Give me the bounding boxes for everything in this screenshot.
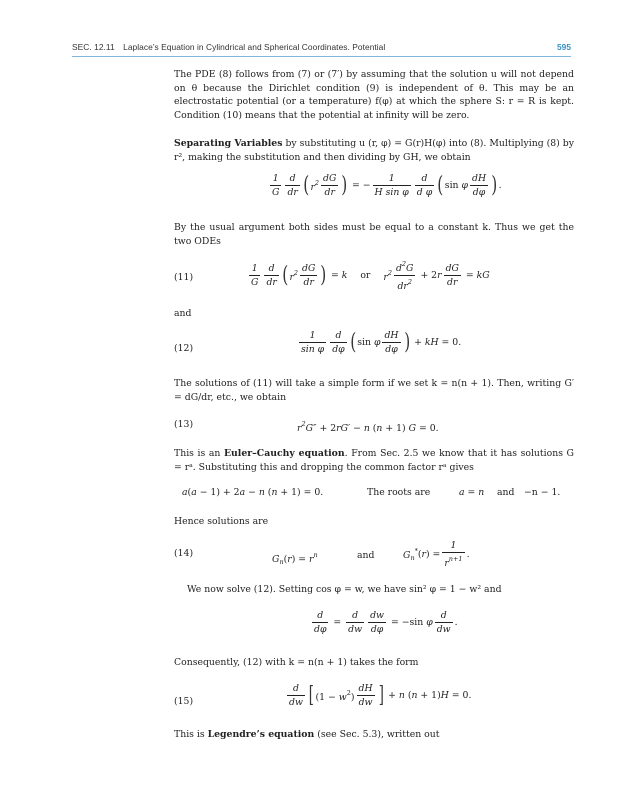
paragraph-2: [174, 137, 574, 164]
eq-number-14: (14): [174, 548, 194, 559]
chain-rule-equation: $\frac{d}{d\varphi}$ = $\frac{d}{dw}$ $\frac{dw}{d\varphi}$ = −sin φ $\frac{d}{dw}$ .: [314, 610, 458, 635]
eq14-and: and: [357, 550, 375, 561]
paragraph-5-post: . From Sec. 2.5 we know that it has solutions G = rᵃ. Substituting this and dropping the common factor rᵃ gives: [174, 448, 574, 473]
solution-gn: $G_n(r) = r^n$: [272, 551, 318, 566]
eq-number-13: (13): [174, 419, 194, 430]
roots-text: The roots are: [367, 487, 431, 498]
paragraph-8: [174, 728, 574, 742]
paragraph-8-pre: This is: [174, 729, 205, 740]
page-number: 595: [557, 42, 571, 52]
root-a: a = n: [459, 487, 485, 498]
and-text: and: [174, 308, 192, 319]
eq-number-15: (15): [174, 696, 194, 707]
root-b: −n − 1.: [524, 487, 561, 498]
paragraph-7: Consequently, (12) with k = n(n + 1) takes the form: [174, 657, 419, 668]
header-rule: [72, 56, 571, 57]
paragraph-3: By the usual argument both sides must be equal to a constant k. Thus we get the two ODEs: [174, 222, 574, 247]
section-title: Laplace’s Equation in Cylindrical and Spherical Coordinates. Potential: [123, 42, 386, 52]
paragraph-1: The PDE (8) follows from (7) or (7′) by assuming that the solution u will not depend on θ because the Dirichlet condition (9) is independent of θ. This may be an electrostatic potential (or a temperature) f(φ) at which the sphere S: r = R is kept. Condition (10) means that the potential at infinity will be zero.: [174, 69, 574, 121]
paragraph-8-post: (see Sec. 5.3), written out: [317, 729, 440, 740]
eq-or-word: or: [360, 270, 371, 281]
separating-variables-heading: Separating Variables: [174, 138, 283, 149]
equation-12: $\frac{1}{\text{sin φ}}$ $\frac{d}{d\varphi}$ ( sin φ $\frac{dH}{d\varphi}$ ) + kH = 0.: [301, 329, 462, 355]
page-header: [0, 0, 639, 58]
roots-equation: a(a − 1) + 2a − n (n + 1) = 0.: [182, 487, 324, 498]
roots-and: and: [497, 487, 515, 498]
solution-gn-star: $G_n^*$ ( r ) = $\frac{1}{r^{n+1}}$ .: [403, 540, 470, 569]
eq-number-12: (12): [174, 343, 194, 354]
paragraph-6: We now solve (12). Setting cos φ = w, we have sin² φ = 1 − w² and: [187, 584, 502, 595]
separated-equation: $\frac{1}{G}$ $\frac{d}{dr}$ ( $r^2$ $\frac{dG}{dr}$ ) = − $\frac{1}{\text{H sin φ}}$ $\frac{d}{\text{d φ}}$ ( sin φ $\frac{dH}{d\varphi}$ ) .: [272, 172, 502, 198]
paragraph-2-body: by substituting u (r, φ) = G(r)H(φ) into (8). Multiplying (8) by r², making the substitution and then dividing by GH, we obtain: [174, 138, 574, 163]
equation-11: $\frac{1}{G}$ $\frac{d}{dr}$ ( $r^2$ $\frac{dG}{dr}$ ) = k or $r^2$ $\frac{d^2G}{dr^2}$ + 2r $\frac{dG}{dr}$ = kG: [251, 260, 490, 292]
equation-13: $r^2G'' + 2rG' - n$ (n + 1) G = 0.: [297, 420, 439, 434]
paragraph-4: The solutions of (11) will take a simple form if we set k = n(n + 1). Then, writing G′ = dG/dr, etc., we obtain: [174, 378, 574, 403]
equation-15: $\frac{d}{dw}$ [ $(1 - w^2)$ $\frac{dH}{dw}$ ] + n (n + 1)H = 0.: [289, 682, 472, 708]
paragraph-5-pre: This is an: [174, 448, 221, 459]
paragraph-5: [174, 447, 574, 474]
legendre-term: Legendre’s equation: [207, 729, 315, 740]
eq-number-11: (11): [174, 272, 194, 283]
euler-cauchy-term: Euler–Cauchy equation: [223, 448, 345, 459]
running-head: [72, 42, 385, 52]
hence-text: Hence solutions are: [174, 516, 269, 527]
section-number: SEC. 12.11: [72, 42, 115, 52]
